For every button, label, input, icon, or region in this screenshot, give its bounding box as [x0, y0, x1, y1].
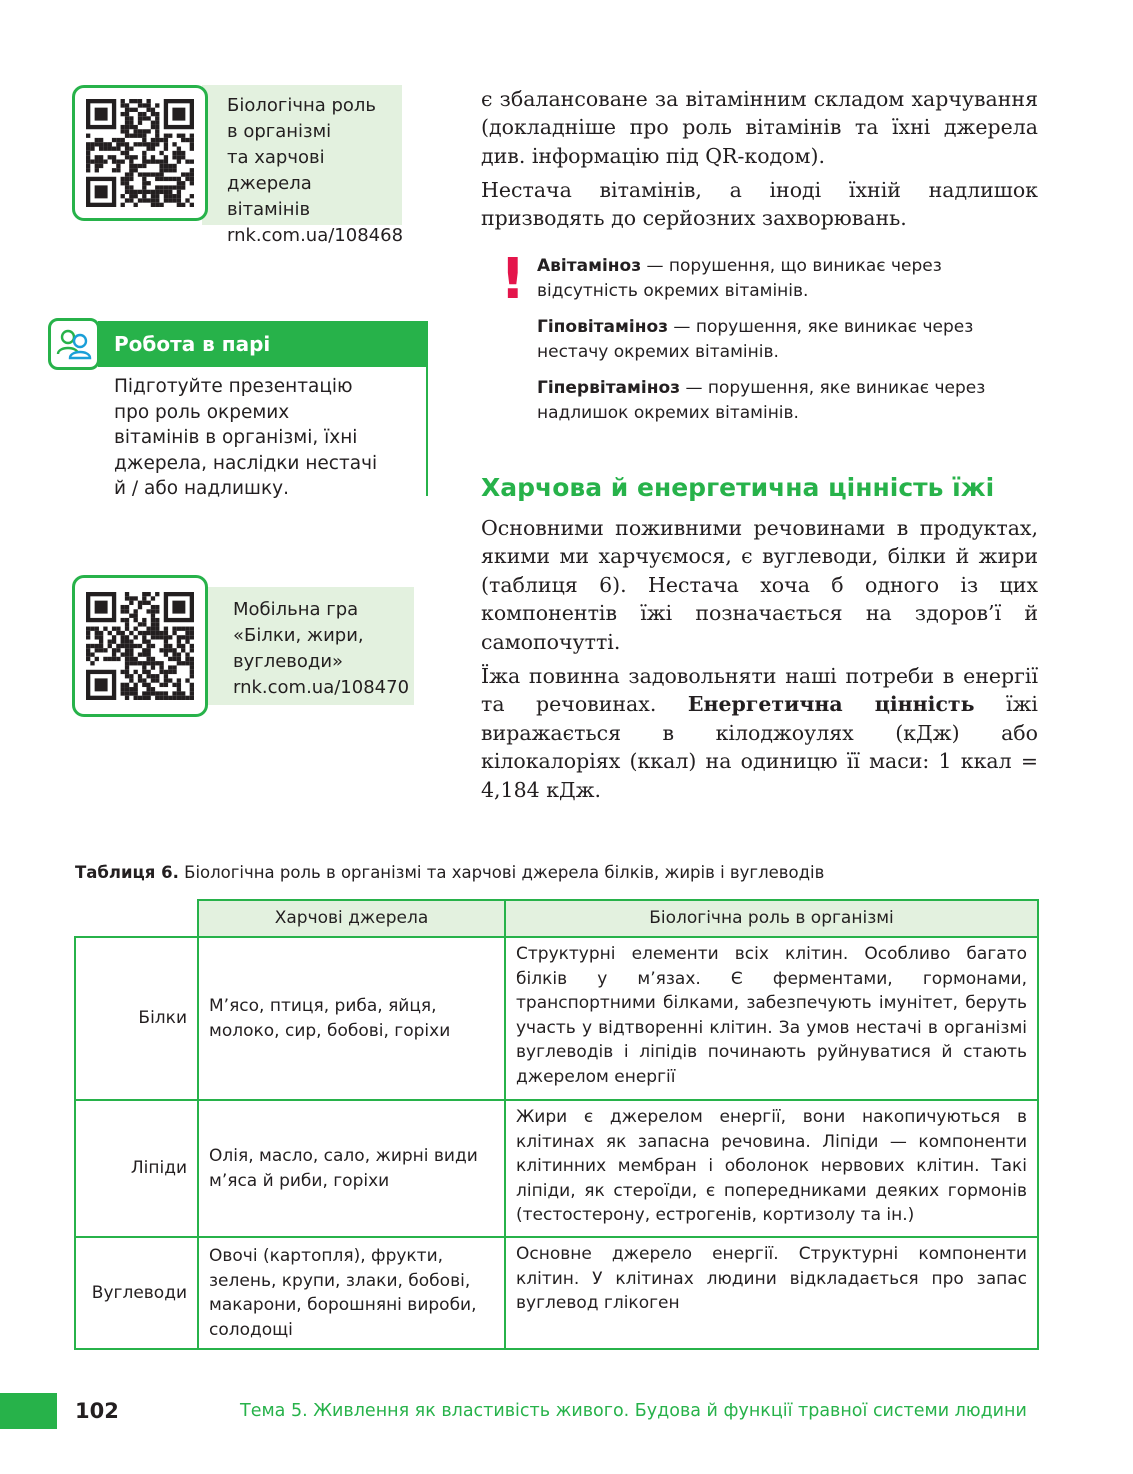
definition-term: Гіповітаміноз	[537, 317, 669, 337]
table-cell-role: Жири є джерелом енергії, вони накопичуються в клітинах як запасна речовина. Ліпіди — компоненти клітинних мембран і оболонок нервових клітин. Такі ліпіди, як стероїди, є попередниками деяких гормонів (тестостерону, естрогенів, кортизолу та ін.)	[505, 1100, 1038, 1237]
footer-topic: Тема 5. Живлення як властивість живого. Будова й функції травної системи людини	[240, 1401, 1027, 1421]
definition-hypervitaminosis	[537, 376, 997, 426]
pair-work-line: Підготуйте презентацію	[114, 376, 353, 397]
paragraph-energy-end: їжі виражається в кілоджоулях (кДж) або кілокалоріях (ккал) на одиницю її маси: 1 ккал = 4,184 кДж.	[481, 692, 1038, 802]
table-row-label: Вуглеводи	[75, 1237, 198, 1349]
pair-work-line: вітамінів в організмі, їхні	[114, 427, 358, 448]
pair-work-line: й / або надлишку.	[114, 478, 289, 499]
pair-work-title: Робота в парі	[98, 321, 428, 367]
paragraph-energy	[481, 662, 1038, 804]
table-header-role: Біологічна роль в організмі	[505, 900, 1038, 937]
table-caption-label: Таблиця 6.	[75, 863, 179, 882]
qr-line: «Білки, жири,	[233, 625, 364, 646]
qr-card-vitamins	[72, 85, 404, 246]
qr-link[interactable]: rnk.com.ua/108468	[227, 225, 404, 246]
paragraph-energy-start: Їжа повинна задовольняти наші потреби в енергії та речовинах.	[481, 664, 1038, 717]
nutrients-table	[74, 899, 1039, 1350]
definition-term: Гіпервітаміноз	[537, 378, 681, 398]
definition-text: — порушення, яке виникає через надлишок окремих вітамінів.	[537, 378, 986, 423]
term-energy-value: Енергетична цінність	[687, 692, 975, 717]
qr-card-game	[72, 575, 414, 717]
people-chat-icon-svg	[56, 328, 92, 360]
table-row	[75, 937, 1038, 1100]
people-chat-icon	[48, 318, 100, 370]
table-corner-cell	[75, 900, 198, 937]
pair-work-line: джерела, наслідки нестачі	[114, 452, 378, 474]
pair-work-text	[114, 374, 414, 502]
qr-line: та харчові джерела	[227, 147, 325, 194]
table-row	[75, 1100, 1038, 1237]
section-heading: Харчова й енергетична цінність їжі	[481, 473, 995, 502]
qr-code-frame[interactable]	[72, 85, 208, 221]
table-cell-role: Основне джерело енергії. Структурні компоненти клітин. У клітинах людини відкладається про запас вуглевод глікоген	[505, 1237, 1038, 1349]
table-header-row	[75, 900, 1038, 937]
table-cell-role: Структурні елементи всіх клітин. Особливо багато білків у м’язах. Є ферментами, гормонами, транспортними білками, забезпечують імунітет, беруть участь у відтворенні клітин. За умов нестачі в організмі вуглеводів і ліпідів починають руйнуватися й стають джерелом енергії	[505, 937, 1038, 1100]
pair-work-border	[426, 367, 428, 496]
table-cell-sources: М’ясо, птиця, риба, яйця, молоко, сир, бобові, горіхи	[198, 937, 505, 1100]
definition-text: — порушення, яке виникає через нестачу окремих вітамінів.	[537, 317, 974, 362]
definition-hypovitaminosis	[537, 315, 997, 365]
paragraph-nutrients: Основними поживними речовинами в продуктах, якими ми харчуємося, є вуглеводи, білки й жири (таблиця 6). Нестача хоча б одного із цих компонентів їжі позначається на здоров’ї й самопочутті.	[481, 516, 1038, 654]
table-row	[75, 1237, 1038, 1349]
table-header-sources: Харчові джерела	[198, 900, 505, 937]
page-number: 102	[75, 1399, 119, 1423]
pair-work-box	[48, 318, 428, 499]
table-caption	[75, 862, 824, 884]
qr-line: вітамінів	[227, 199, 311, 220]
qr-line: в організмі	[227, 121, 332, 142]
table-cell-sources: Олія, масло, сало, жирні види м’яса й риби, горіхи	[198, 1100, 505, 1237]
paragraph-vitamins: є збалансоване за вітамінним складом харчування (докладніше про роль вітамінів та їхні джерела див. інформацію під QR-кодом).	[481, 87, 1038, 168]
paragraph-deficiency: Нестача вітамінів, а іноді їхній надлишок призводять до серйозних захворювань.	[481, 178, 1038, 231]
qr-code-frame[interactable]	[72, 575, 208, 717]
table-caption-text: Біологічна роль в організмі та харчові джерела білків, жирів і вуглеводів	[178, 863, 825, 882]
qr-line: Біологічна роль	[227, 95, 377, 116]
table-cell-sources: Овочі (картопля), фрукти, зелень, крупи, злаки, бобові, макарони, борошняні вироби, солодощі	[198, 1237, 505, 1349]
alert-exclamation-icon: !	[500, 247, 526, 312]
definition-text: — порушення, що виникає через відсутність окремих вітамінів.	[537, 256, 942, 301]
pair-work-line: про роль окремих	[114, 401, 290, 423]
definition-term: Авітаміноз	[537, 256, 642, 276]
qr-code-icon	[86, 592, 194, 700]
qr-line: вуглеводи»	[233, 651, 344, 672]
qr-code-icon	[86, 99, 194, 207]
definition-avitaminosis	[537, 254, 997, 304]
table-row-label: Білки	[75, 937, 198, 1100]
qr-line: Мобільна гра	[233, 599, 359, 620]
footer-accent-bar	[0, 1393, 57, 1429]
qr-link[interactable]: rnk.com.ua/108470	[233, 677, 410, 698]
qr-card-text	[202, 587, 414, 705]
qr-card-text	[202, 85, 404, 246]
table-row-label: Ліпіди	[75, 1100, 198, 1237]
